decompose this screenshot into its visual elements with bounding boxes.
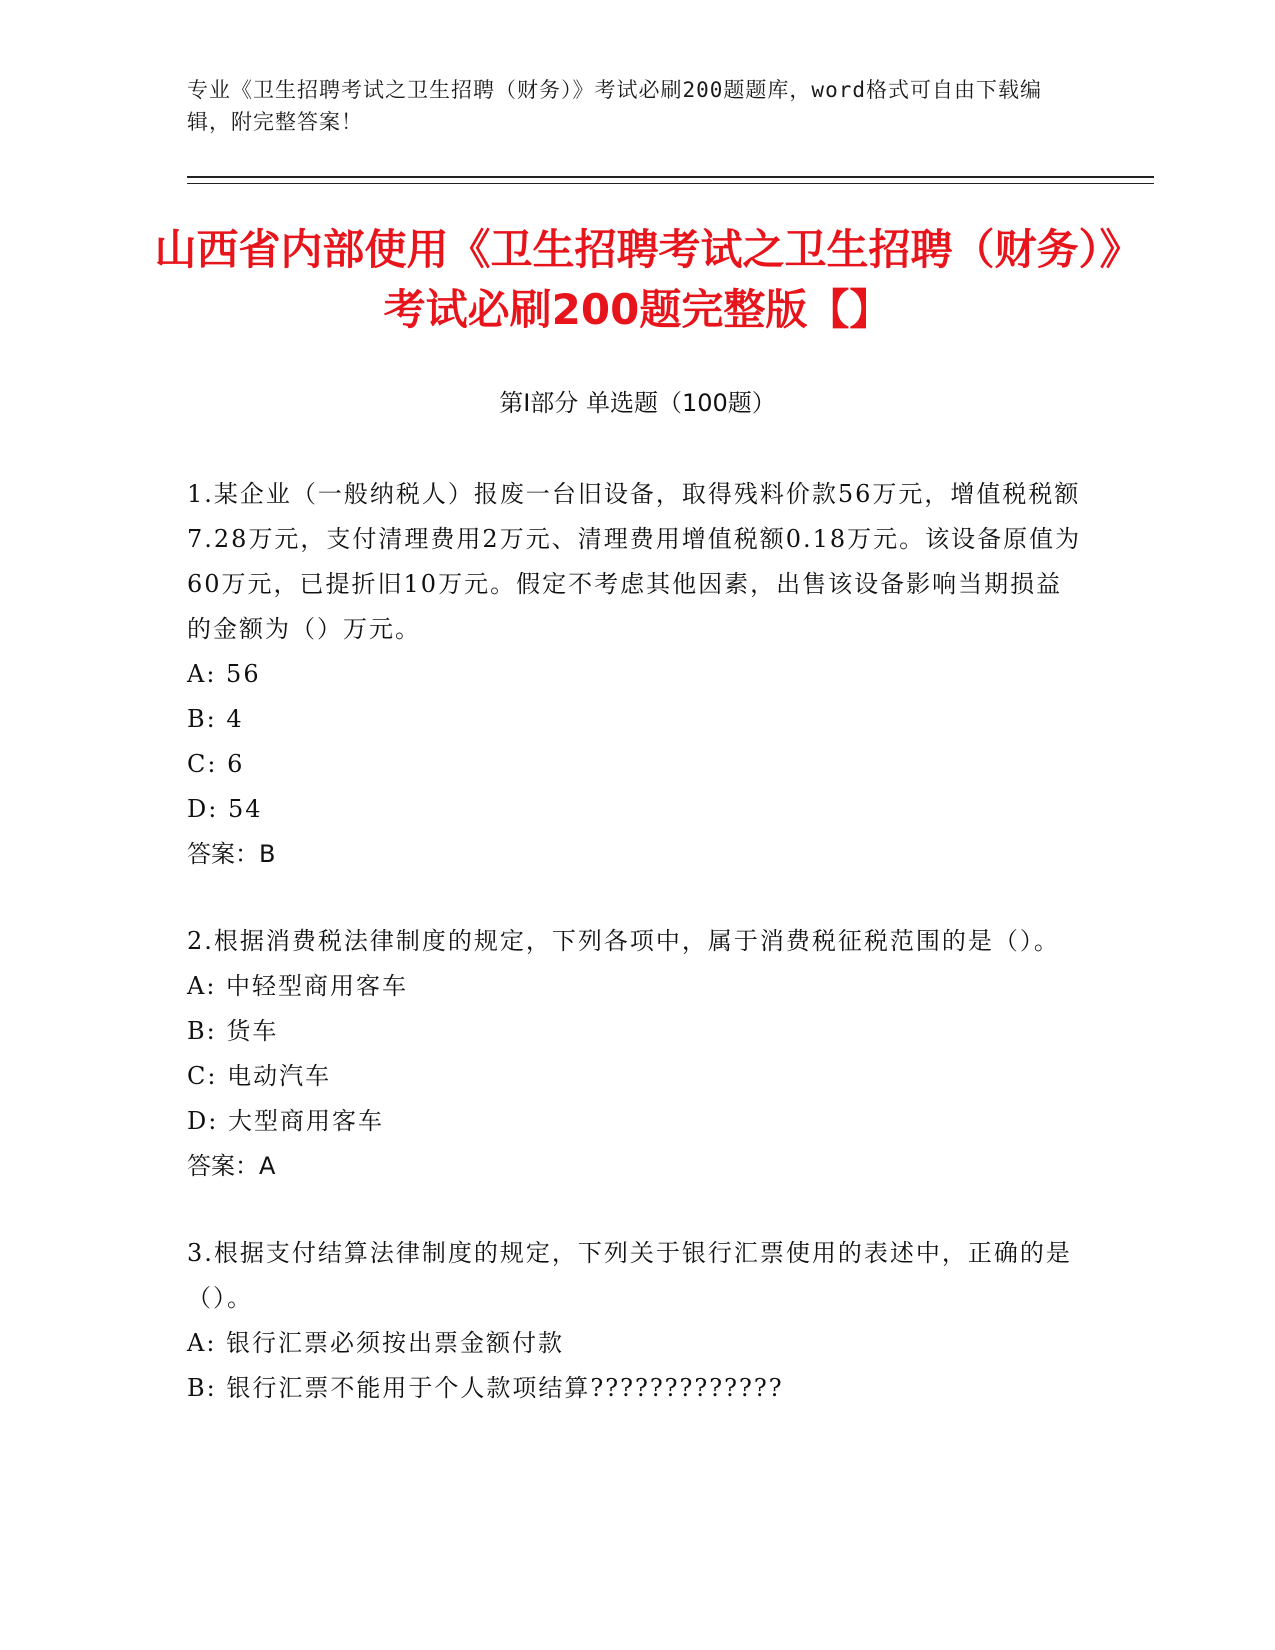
question-option: C: 6	[187, 750, 245, 778]
question-option: A: 56	[187, 660, 261, 688]
header-divider-thick	[187, 176, 1154, 178]
question-answer	[187, 1144, 1087, 1189]
question-list	[187, 472, 1087, 1453]
question-option: A: 银行汇票必须按出票金额付款	[187, 1329, 565, 1357]
question-option: C: 电动汽车	[187, 1062, 332, 1090]
answer-value: B	[259, 840, 276, 868]
question-option: B: 4	[187, 705, 244, 733]
answer-label: 答案：	[187, 1152, 259, 1180]
document-title: 山西省内部使用《卫生招聘考试之卫生招聘（财务）》考试必刷200题完整版【】	[154, 225, 1121, 334]
question-text: 1.某企业（一般纳税人）报废一台旧设备，取得残料价款56万元，增值税税额7.28万元，支付清理费用2万元、清理费用增值税额0.18万元。该设备原值为60万元，已提折旧10万元。假定不考虑其他因素，出售该设备影响当期损益的金额为（）万元。	[187, 480, 1082, 643]
question-option: B: 银行汇票不能用于个人款项结算?????????????	[187, 1374, 784, 1402]
question-answer	[187, 832, 1087, 877]
question-option: B: 货车	[187, 1017, 279, 1045]
header-divider-thin	[187, 183, 1154, 184]
question-option: D: 大型商用客车	[187, 1107, 384, 1135]
question-item	[187, 1231, 1087, 1411]
question-text: 2.根据消费税法律制度的规定，下列各项中，属于消费税征税范围的是（）。	[187, 927, 1060, 955]
header-note: 专业《卫生招聘考试之卫生招聘（财务）》考试必刷200题题库，word格式可自由下载编辑，附完整答案！	[187, 78, 1042, 134]
question-item	[187, 919, 1087, 1189]
question-option: D: 54	[187, 795, 263, 823]
answer-value: A	[259, 1152, 276, 1180]
section-heading: 第I部分 单选题（100题）	[499, 389, 776, 417]
question-item	[187, 472, 1087, 877]
question-text: 3.根据支付结算法律制度的规定，下列关于银行汇票使用的表述中，正确的是（）。	[187, 1239, 1072, 1312]
question-option: A: 中轻型商用客车	[187, 972, 409, 1000]
answer-label: 答案：	[187, 840, 259, 868]
